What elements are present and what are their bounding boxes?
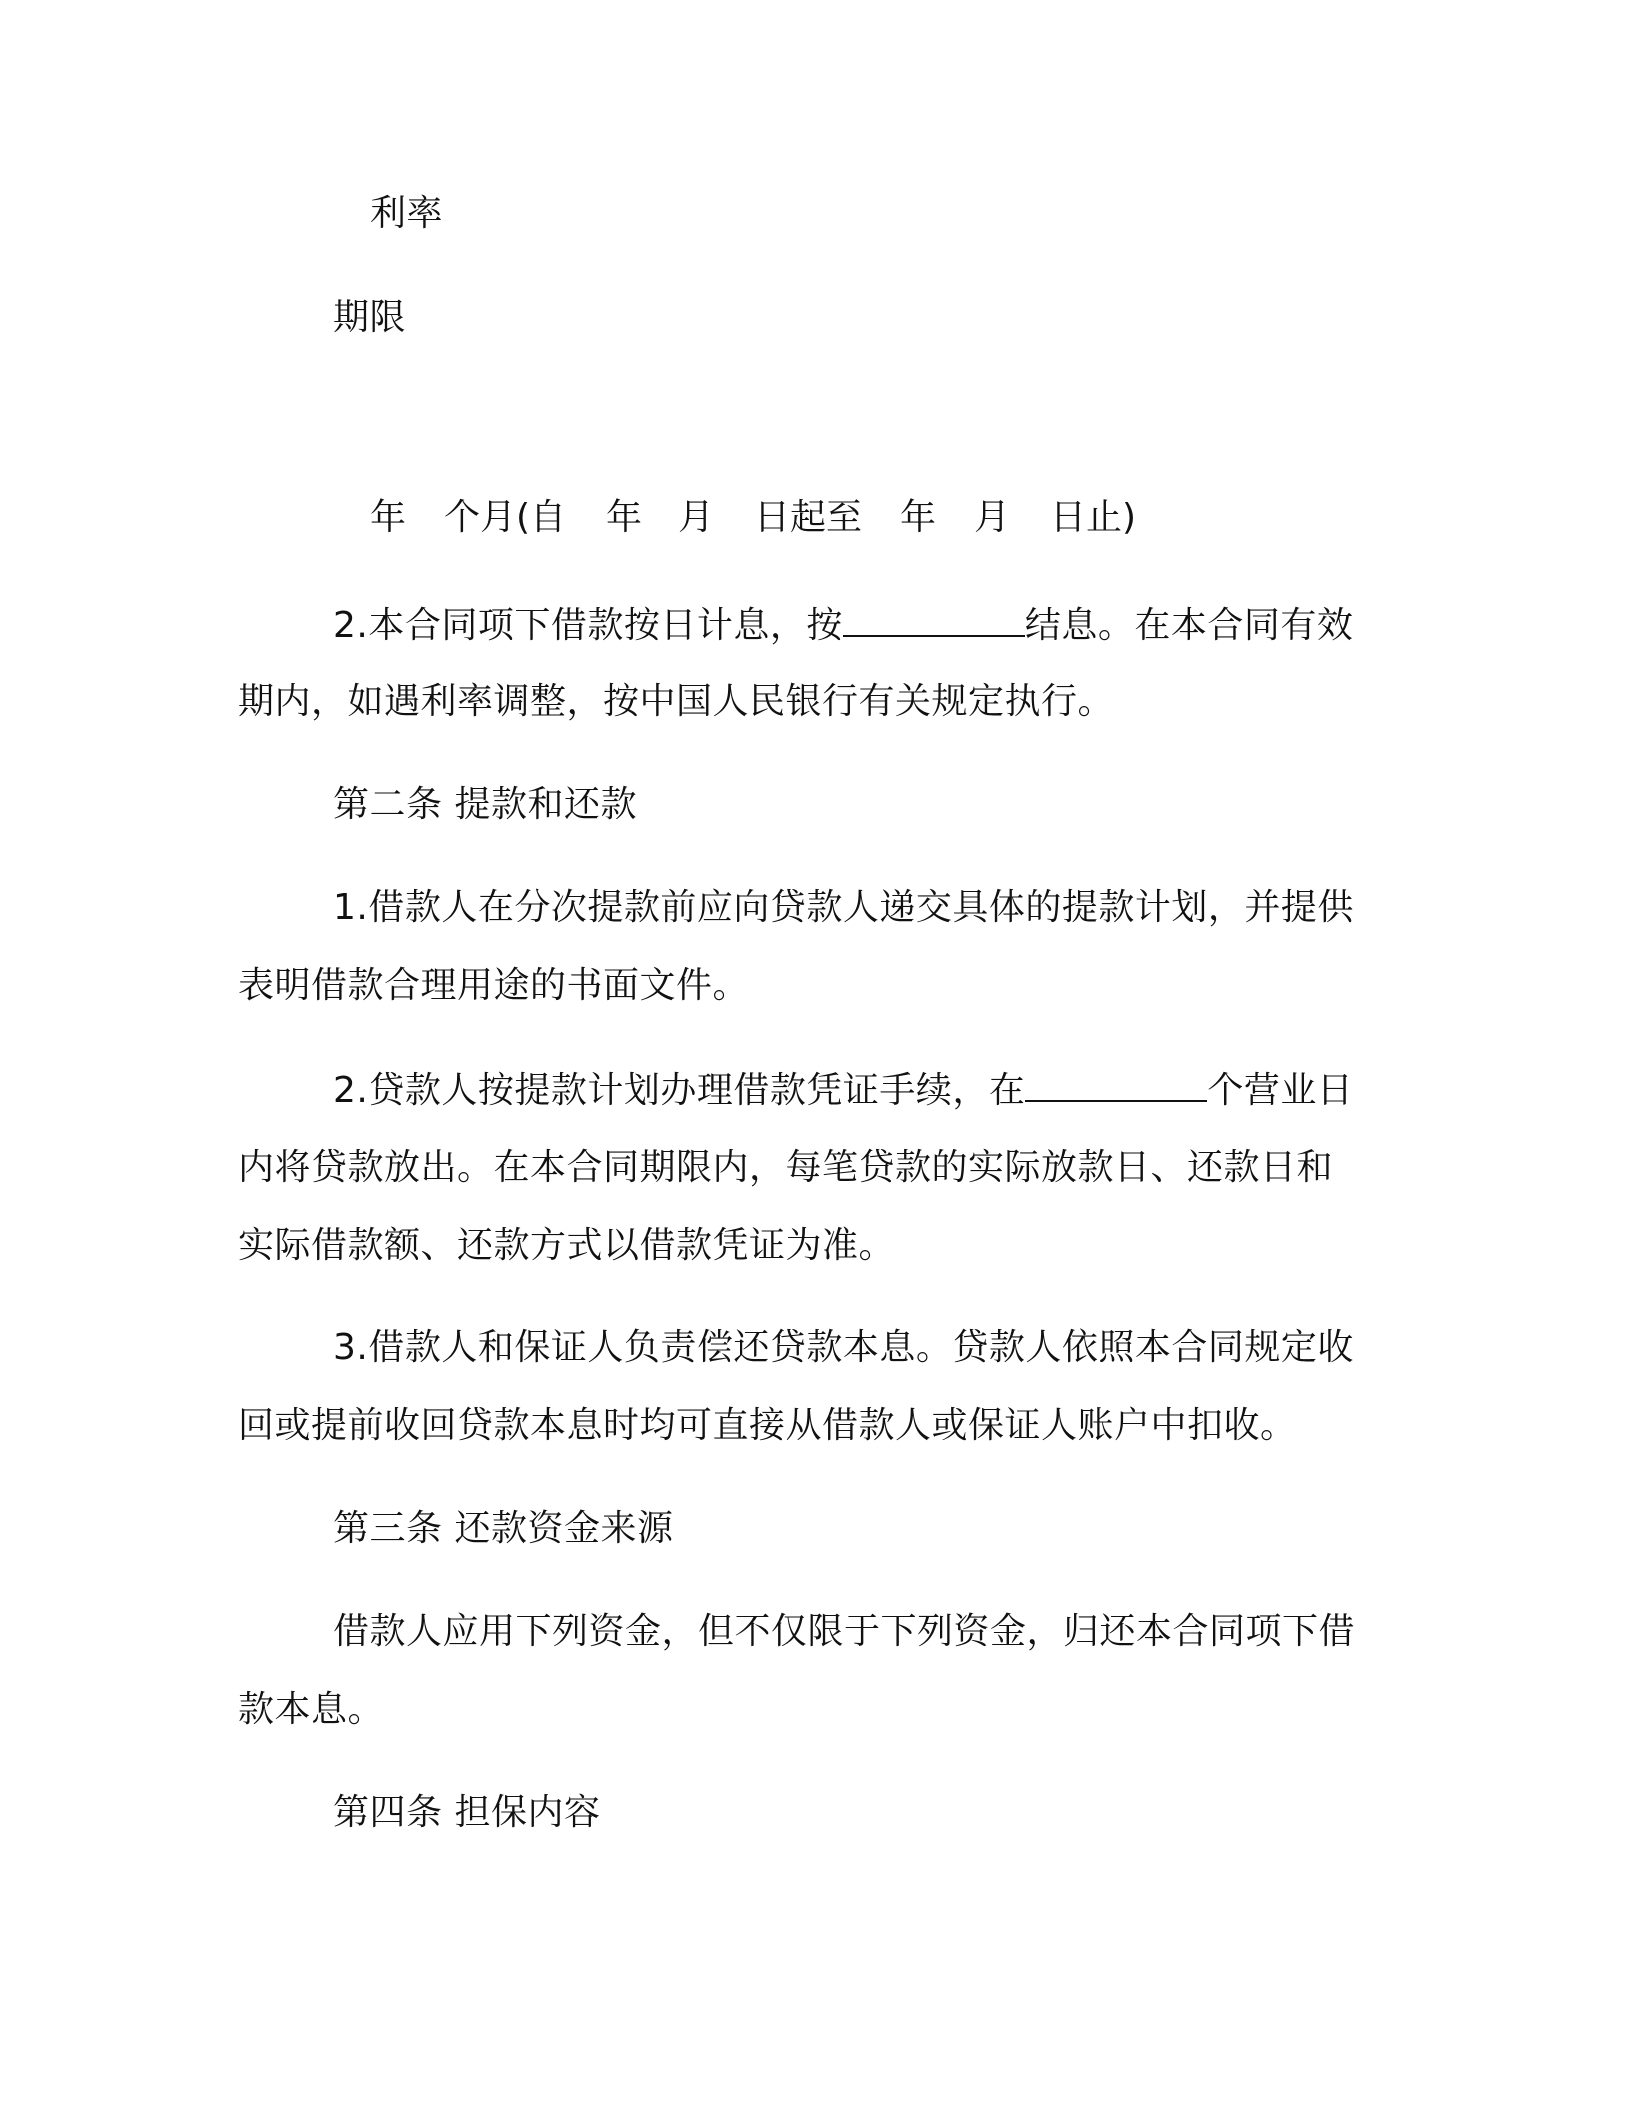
article-2-p2-line-2: 内将贷款放出。在本合同期限内，每笔贷款的实际放款日、还款日和 bbox=[238, 1147, 1334, 1188]
end-year-label: 年 bbox=[900, 497, 937, 538]
term-months-label: 个月(自 bbox=[444, 497, 567, 538]
article-2-p3-line-2: 回或提前收回贷款本息时均可直接从借款人或保证人账户中扣收。 bbox=[238, 1405, 1297, 1446]
end-month-label: 月 bbox=[974, 497, 1011, 538]
settlement-method-blank[interactable] bbox=[843, 603, 1025, 637]
article-3-p1-line-1: 借款人应用下列资金，但不仅限于下列资金，归还本合同项下借 bbox=[333, 1611, 1356, 1652]
end-day-label: 日止) bbox=[1050, 497, 1137, 538]
article-2-p2-prefix: 2.贷款人按提款计划办理借款凭证手续，在 bbox=[333, 1070, 1026, 1111]
article-2-p1-line-1: 1.借款人在分次提款前应向贷款人递交具体的提款计划，并提供 bbox=[333, 887, 1354, 928]
article-2-p3-line-1: 3.借款人和保证人负责偿还贷款本息。贷款人依照本合同规定收 bbox=[333, 1327, 1354, 1368]
rate-label: 利率 bbox=[370, 193, 444, 234]
article-4-heading: 第四条 担保内容 bbox=[333, 1792, 601, 1833]
term-label: 期限 bbox=[333, 297, 407, 338]
interest-clause-prefix: 2.本合同项下借款按日计息，按 bbox=[333, 605, 843, 646]
article-2-p2-line-3: 实际借款额、还款方式以借款凭证为准。 bbox=[238, 1225, 896, 1266]
start-month-label: 月 bbox=[678, 497, 715, 538]
article-2-p1-line-2: 表明借款合理用途的书面文件。 bbox=[238, 965, 750, 1006]
loan-term-date-row bbox=[370, 496, 1150, 546]
article-2-heading: 第二条 提款和还款 bbox=[333, 784, 637, 825]
article-2-p2-line-1 bbox=[333, 1068, 1353, 1113]
article-3-p1-line-2: 款本息。 bbox=[238, 1689, 385, 1730]
interest-clause-line-1 bbox=[333, 603, 1353, 648]
interest-clause-suffix: 结息。在本合同有效 bbox=[1024, 605, 1354, 646]
start-day-to-label: 日起至 bbox=[754, 497, 863, 538]
interest-clause-line-2: 期内，如遇利率调整，按中国人民银行有关规定执行。 bbox=[238, 681, 1115, 722]
article-2-p2-suffix: 个营业日 bbox=[1207, 1070, 1354, 1111]
term-year-label: 年 bbox=[370, 497, 407, 538]
article-3-heading: 第三条 还款资金来源 bbox=[333, 1508, 674, 1549]
business-days-blank[interactable] bbox=[1025, 1068, 1207, 1102]
start-year-label: 年 bbox=[606, 497, 643, 538]
